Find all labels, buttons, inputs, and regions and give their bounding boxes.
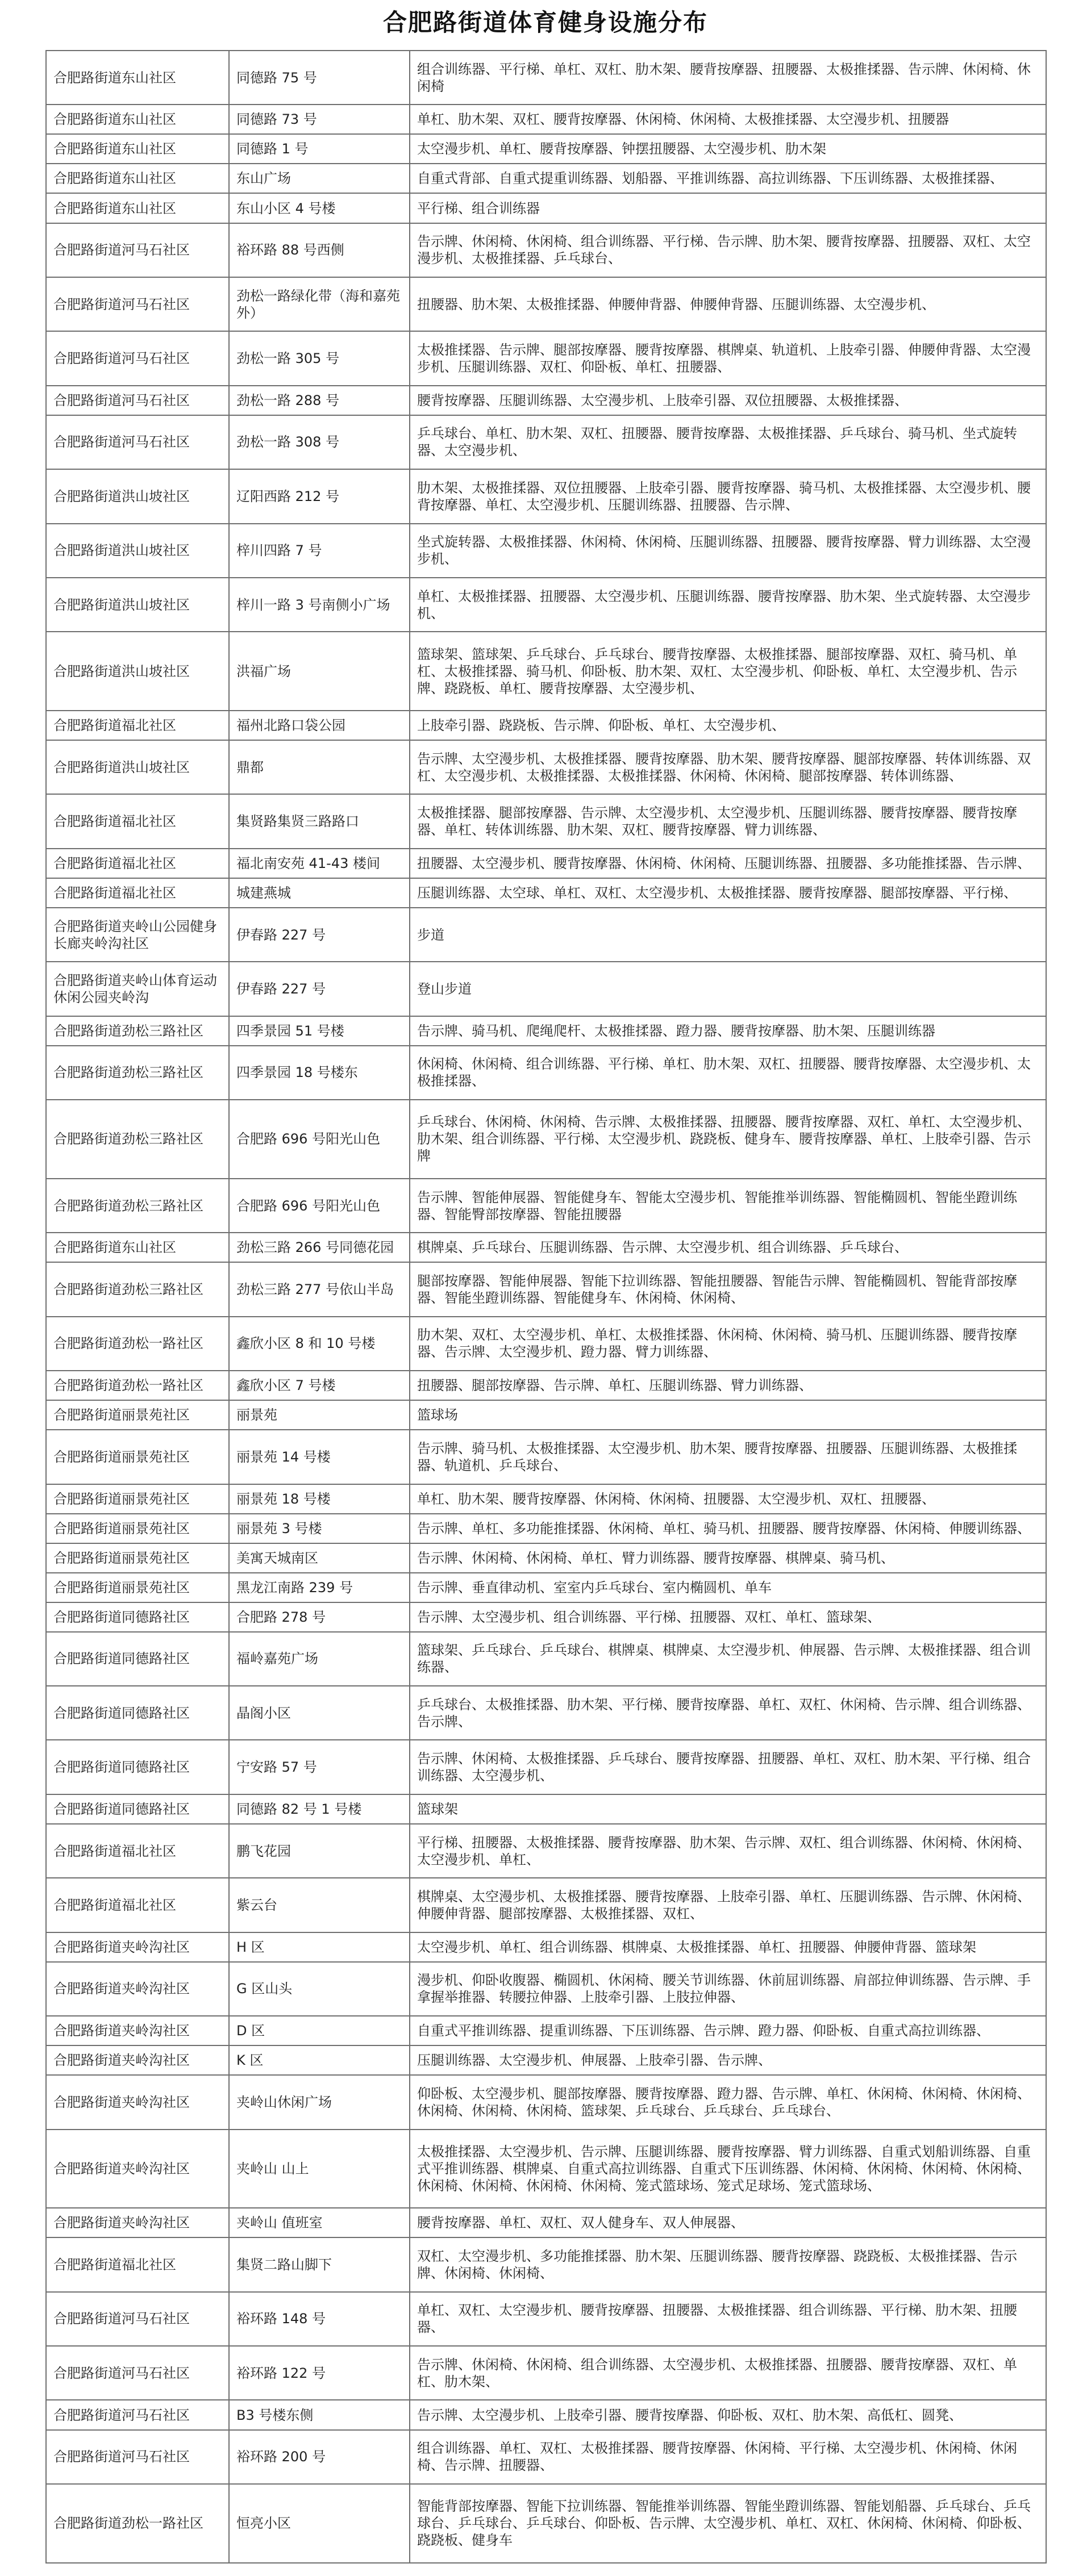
community-cell: 合肥路街道福北社区 [46,2237,229,2291]
table-row [46,2130,1046,2208]
table-row [46,849,1046,878]
facilities-cell: 腰背按摩器、压腿训练器、太空漫步机、上肢牵引器、双位扭腰器、太极推揉器、 [410,386,1046,415]
table-row [46,164,1046,193]
location-cell: 劲松一路 305 号 [229,331,410,385]
location-cell: 梓川四路 7 号 [229,524,410,578]
community-cell: 合肥路街道洪山坡社区 [46,740,229,794]
location-cell: D 区 [229,2016,410,2045]
facilities-cell: 步道 [410,908,1046,962]
table-row [46,1932,1046,1962]
facilities-cell: 篮球架、乒乓球台、乒乓球台、棋牌桌、棋牌桌、太空漫步机、伸展器、告示牌、太极推揉器、组合训练器、 [410,1632,1046,1686]
location-cell: 伊春路 227 号 [229,908,410,962]
location-cell: 裕环路 148 号 [229,2292,410,2346]
table-row [46,2430,1046,2484]
location-cell: 丽景苑 3 号楼 [229,1514,410,1543]
location-cell: 鑫欣小区 7 号楼 [229,1371,410,1400]
facilities-cell: 告示牌、休闲椅、休闲椅、组合训练器、平行梯、告示牌、肋木架、腰背按摩器、扭腰器、双杠、太空漫步机、太极推揉器、乒乓球台、 [410,223,1046,277]
location-cell: 合肥路 278 号 [229,1602,410,1632]
community-cell: 合肥路街道夹岭沟社区 [46,1932,229,1962]
facilities-cell: 乒乓球台、单杠、肋木架、双杠、扭腰器、腰背按摩器、太极推揉器、乒乓球台、骑马机、坐式旋转器、太空漫步机、 [410,415,1046,469]
table-row [46,193,1046,223]
community-cell: 合肥路街道同德路社区 [46,1632,229,1686]
page-title: 合肥路街道体育健身设施分布 [382,9,708,36]
table-row [46,1878,1046,1932]
facilities-cell: 篮球架、篮球架、乒乓球台、乒乓球台、腰背按摩器、太极推揉器、腿部按摩器、双杠、骑马机、单杠、太极推揉器、骑马机、仰卧板、肋木架、双杠、太空漫步机、仰卧板、单杠、太空漫步机、告示牌、跷跷板、单杠、腰背按摩器、太空漫步机、 [410,632,1046,711]
facilities-cell: 腰背按摩器、单杠、双杠、双人健身车、双人伸展器、 [410,2208,1046,2237]
facilities-cell: 告示牌、骑马机、爬绳爬杆、太极推揉器、蹬力器、腰背按摩器、肋木架、压腿训练器 [410,1016,1046,1046]
facilities-cell: 登山步道 [410,962,1046,1016]
location-cell: 裕环路 88 号西侧 [229,223,410,277]
community-cell: 合肥路街道劲松一路社区 [46,2484,229,2563]
community-cell: 合肥路街道夹岭沟社区 [46,2130,229,2208]
table-row [46,1371,1046,1400]
table-row [46,415,1046,469]
location-cell: 福州北路口袋公园 [229,711,410,740]
location-cell: 东山广场 [229,164,410,193]
community-cell: 合肥路街道劲松三路社区 [46,1016,229,1046]
community-cell: 合肥路街道丽景苑社区 [46,1430,229,1484]
location-cell: 鹏飞花园 [229,1824,410,1878]
facilities-cell: 组合训练器、平行梯、单杠、双杠、肋木架、腰背按摩器、扭腰器、太极推揉器、告示牌、休闲椅、休闲椅 [410,51,1046,105]
community-cell: 合肥路街道东山社区 [46,193,229,223]
location-cell: 夹岭山 值班室 [229,2208,410,2237]
table-row [46,2208,1046,2237]
community-cell: 合肥路街道劲松三路社区 [46,1179,229,1233]
table-row [46,794,1046,848]
location-cell: 城建燕城 [229,878,410,908]
location-cell: 丽景苑 [229,1400,410,1430]
table-row [46,105,1046,134]
location-cell: 劲松一路 308 号 [229,415,410,469]
location-cell: 夹岭山休闲广场 [229,2075,410,2129]
location-cell: 美寓天城南区 [229,1543,410,1573]
facilities-cell: 自重式平推训练器、提重训练器、下压训练器、告示牌、蹬力器、仰卧板、自重式高拉训练器、 [410,2016,1046,2045]
community-cell: 合肥路街道福北社区 [46,711,229,740]
community-cell: 合肥路街道同德路社区 [46,1686,229,1740]
table-row [46,386,1046,415]
community-cell: 合肥路街道洪山坡社区 [46,469,229,523]
facilities-cell: 压腿训练器、太空球、单杠、双杠、太空漫步机、太极推揉器、腰背按摩器、腿部按摩器、平行梯、 [410,878,1046,908]
location-cell: 丽景苑 14 号楼 [229,1430,410,1484]
community-cell: 合肥路街道河马石社区 [46,2430,229,2484]
table-row [46,578,1046,632]
location-cell: 恒亮小区 [229,2484,410,2563]
community-cell: 合肥路街道河马石社区 [46,331,229,385]
table-row [46,740,1046,794]
table-row [46,1543,1046,1573]
facility-table-body [46,51,1046,2563]
community-cell: 合肥路街道洪山坡社区 [46,578,229,632]
facilities-cell: 压腿训练器、太空漫步机、伸展器、上肢牵引器、告示牌、 [410,2045,1046,2075]
community-cell: 合肥路街道东山社区 [46,134,229,164]
community-cell: 合肥路街道河马石社区 [46,223,229,277]
location-cell: G 区山头 [229,1962,410,2016]
facilities-cell: 棋牌桌、乒乓球台、压腿训练器、告示牌、太空漫步机、组合训练器、乒乓球台、 [410,1233,1046,1262]
facilities-cell: 扭腰器、太空漫步机、腰背按摩器、休闲椅、休闲椅、压腿训练器、扭腰器、多功能推揉器、告示牌、 [410,849,1046,878]
table-row [46,632,1046,711]
facilities-cell: 告示牌、休闲椅、太极推揉器、乒乓球台、腰背按摩器、扭腰器、单杠、双杠、肋木架、平行梯、组合训练器、太空漫步机、 [410,1740,1046,1794]
table-row [46,2400,1046,2429]
table-row [46,1514,1046,1543]
location-cell: 梓川一路 3 号南侧小广场 [229,578,410,632]
table-row [46,1484,1046,1514]
facility-table-wrapper [45,50,1046,2564]
facilities-cell: 告示牌、休闲椅、休闲椅、组合训练器、太空漫步机、太极推揉器、扭腰器、腰背按摩器、双杠、单杠、肋木架、 [410,2346,1046,2400]
community-cell: 合肥路街道劲松一路社区 [46,1317,229,1371]
facilities-cell: 自重式背部、自重式提重训练器、划船器、平推训练器、高拉训练器、下压训练器、太极推揉器、 [410,164,1046,193]
location-cell: 四季景园 51 号楼 [229,1016,410,1046]
facilities-cell: 太空漫步机、单杠、组合训练器、棋牌桌、太极推揉器、单杠、扭腰器、伸腰伸背器、篮球架 [410,1932,1046,1962]
location-cell: 劲松一路绿化带（海和嘉苑外） [229,277,410,331]
facilities-cell: 平行梯、扭腰器、太极推揉器、腰背按摩器、肋木架、告示牌、双杠、组合训练器、休闲椅、休闲椅、太空漫步机、单杠、 [410,1824,1046,1878]
table-row [46,1046,1046,1100]
location-cell: 合肥路 696 号阳光山色 [229,1100,410,1179]
facilities-cell: 告示牌、垂直律动机、室室内乒乓球台、室内椭圆机、单车 [410,1573,1046,1602]
table-row [46,1573,1046,1602]
facilities-cell: 腿部按摩器、智能伸展器、智能下拉训练器、智能扭腰器、智能告示牌、智能椭圆机、智能背部按摩器、智能坐蹬训练器、智能健身车、休闲椅、休闲椅、 [410,1262,1046,1316]
table-row [46,1794,1046,1824]
community-cell: 合肥路街道夹岭山体育运动休闲公园夹岭沟 [46,962,229,1016]
community-cell: 合肥路街道福北社区 [46,794,229,848]
location-cell: 合肥路 696 号阳光山色 [229,1179,410,1233]
location-cell: 裕环路 200 号 [229,2430,410,2484]
community-cell: 合肥路街道劲松三路社区 [46,1046,229,1100]
location-cell: 福岭嘉苑广场 [229,1632,410,1686]
table-row [46,2292,1046,2346]
table-row [46,1632,1046,1686]
community-cell: 合肥路街道河马石社区 [46,415,229,469]
community-cell: 合肥路街道同德路社区 [46,1740,229,1794]
facilities-cell: 平行梯、组合训练器 [410,193,1046,223]
facilities-cell: 漫步机、仰卧收腹器、椭圆机、休闲椅、腰关节训练器、休前屈训练器、肩部拉伸训练器、告示牌、手拿握举推器、转腰拉伸器、上肢牵引器、上肢拉伸器、 [410,1962,1046,2016]
community-cell: 合肥路街道福北社区 [46,878,229,908]
location-cell: 宁安路 57 号 [229,1740,410,1794]
table-row [46,1016,1046,1046]
community-cell: 合肥路街道劲松三路社区 [46,1100,229,1179]
location-cell: 洪福广场 [229,632,410,711]
community-cell: 合肥路街道福北社区 [46,1878,229,1932]
table-row [46,1962,1046,2016]
facilities-cell: 上肢牵引器、跷跷板、告示牌、仰卧板、单杠、太空漫步机、 [410,711,1046,740]
table-row [46,134,1046,164]
table-row [46,2045,1046,2075]
facilities-cell: 告示牌、单杠、多功能推揉器、休闲椅、单杠、骑马机、扭腰器、腰背按摩器、休闲椅、伸腰训练器、 [410,1514,1046,1543]
table-row [46,51,1046,105]
facilities-cell: 扭腰器、肋木架、太极推揉器、伸腰伸背器、伸腰伸背器、压腿训练器、太空漫步机、 [410,277,1046,331]
community-cell: 合肥路街道夹岭沟社区 [46,2016,229,2045]
facilities-cell: 单杠、太极推揉器、扭腰器、太空漫步机、压腿训练器、腰背按摩器、肋木架、坐式旋转器、太空漫步机、 [410,578,1046,632]
location-cell: B3 号楼东侧 [229,2400,410,2429]
table-row [46,2237,1046,2291]
location-cell: 紫云台 [229,1878,410,1932]
community-cell: 合肥路街道夹岭沟社区 [46,2208,229,2237]
table-row [46,1686,1046,1740]
community-cell: 合肥路街道东山社区 [46,1233,229,1262]
community-cell: 合肥路街道东山社区 [46,51,229,105]
facilities-cell: 智能背部按摩器、智能下拉训练器、智能推举训练器、智能坐蹬训练器、智能划船器、乒乓球台、乒乓球台、乒乓球台、乒乓球台、仰卧板、告示牌、太空漫步机、单杠、双杠、休闲椅、休闲椅、仰卧板、跷跷板、健身车 [410,2484,1046,2563]
facilities-cell: 单杠、肋木架、双杠、腰背按摩器、休闲椅、休闲椅、太极推揉器、太空漫步机、扭腰器 [410,105,1046,134]
table-row [46,1430,1046,1484]
facilities-cell: 篮球场 [410,1400,1046,1430]
location-cell: 同德路 1 号 [229,134,410,164]
table-row [46,1317,1046,1371]
facilities-cell: 告示牌、太空漫步机、太极推揉器、腰背按摩器、肋木架、腰背按摩器、腿部按摩器、转体训练器、双杠、太空漫步机、太极推揉器、太极推揉器、休闲椅、休闲椅、腿部按摩器、转体训练器、 [410,740,1046,794]
table-row [46,2075,1046,2129]
table-row [46,277,1046,331]
table-row [46,1100,1046,1179]
facilities-cell: 告示牌、骑马机、太极推揉器、太空漫步机、肋木架、腰背按摩器、扭腰器、压腿训练器、太极推揉器、轨道机、乒乓球台、 [410,1430,1046,1484]
facilities-cell: 太空漫步机、单杠、腰背按摩器、钟摆扭腰器、太空漫步机、肋木架 [410,134,1046,164]
location-cell: 东山小区 4 号楼 [229,193,410,223]
community-cell: 合肥路街道河马石社区 [46,2292,229,2346]
facilities-cell: 肋木架、太极推揉器、双位扭腰器、上肢牵引器、腰背按摩器、骑马机、太极推揉器、太空漫步机、腰背按摩器、单杠、太空漫步机、压腿训练器、扭腰器、告示牌、 [410,469,1046,523]
community-cell: 合肥路街道丽景苑社区 [46,1543,229,1573]
location-cell: 鼎都 [229,740,410,794]
facilities-cell: 告示牌、智能伸展器、智能健身车、智能太空漫步机、智能推举训练器、智能椭圆机、智能坐蹬训练器、智能臀部按摩器、智能扭腰器 [410,1179,1046,1233]
table-row [46,1740,1046,1794]
location-cell: 丽景苑 18 号楼 [229,1484,410,1514]
location-cell: 福北南安苑 41-43 楼间 [229,849,410,878]
community-cell: 合肥路街道夹岭沟社区 [46,2075,229,2129]
table-row [46,1179,1046,1233]
facilities-cell: 单杠、双杠、太空漫步机、腰背按摩器、扭腰器、太极推揉器、组合训练器、平行梯、肋木架、扭腰器、 [410,2292,1046,2346]
location-cell: 劲松三路 266 号同德花园 [229,1233,410,1262]
facilities-cell: 仰卧板、太空漫步机、腿部按摩器、腰背按摩器、蹬力器、告示牌、单杠、休闲椅、休闲椅、休闲椅、休闲椅、休闲椅、休闲椅、篮球架、乒乓球台、乒乓球台、乒乓球台、 [410,2075,1046,2129]
table-row [46,2016,1046,2045]
facilities-cell: 双杠、太空漫步机、多功能推揉器、肋木架、压腿训练器、腰背按摩器、跷跷板、太极推揉器、告示牌、休闲椅、休闲椅、 [410,2237,1046,2291]
facilities-cell: 单杠、肋木架、腰背按摩器、休闲椅、休闲椅、扭腰器、太空漫步机、双杠、扭腰器、 [410,1484,1046,1514]
table-row [46,1233,1046,1262]
location-cell: 劲松三路 277 号依山半岛 [229,1262,410,1316]
location-cell: H 区 [229,1932,410,1962]
facilities-cell: 乒乓球台、休闲椅、休闲椅、告示牌、太极推揉器、扭腰器、腰背按摩器、双杠、单杠、太空漫步机、肋木架、组合训练器、平行梯、太空漫步机、跷跷板、健身车、腰背按摩器、单杠、上肢牵引器、告示牌 [410,1100,1046,1179]
facilities-cell: 告示牌、休闲椅、休闲椅、单杠、臂力训练器、腰背按摩器、棋牌桌、骑马机、 [410,1543,1046,1573]
community-cell: 合肥路街道河马石社区 [46,2346,229,2400]
table-row [46,469,1046,523]
community-cell: 合肥路街道劲松三路社区 [46,1262,229,1316]
community-cell: 合肥路街道同德路社区 [46,1602,229,1632]
table-row [46,1400,1046,1430]
location-cell: 黑龙江南路 239 号 [229,1573,410,1602]
table-row [46,962,1046,1016]
location-cell: 同德路 82 号 1 号楼 [229,1794,410,1824]
community-cell: 合肥路街道丽景苑社区 [46,1400,229,1430]
table-row [46,331,1046,385]
community-cell: 合肥路街道夹岭沟社区 [46,2045,229,2075]
table-row [46,524,1046,578]
location-cell: 集贤路集贤三路路口 [229,794,410,848]
table-row [46,1824,1046,1878]
facilities-cell: 太极推揉器、告示牌、腿部按摩器、腰背按摩器、棋牌桌、轨道机、上肢牵引器、伸腰伸背器、太空漫步机、压腿训练器、双杠、仰卧板、单杠、扭腰器、 [410,331,1046,385]
location-cell: 鑫欣小区 8 和 10 号楼 [229,1317,410,1371]
community-cell: 合肥路街道同德路社区 [46,1794,229,1824]
facilities-cell: 篮球架 [410,1794,1046,1824]
facilities-cell: 太极推揉器、太空漫步机、告示牌、压腿训练器、腰背按摩器、臂力训练器、自重式划船训练器、自重式平推训练器、棋牌桌、自重式高拉训练器、自重式下压训练器、休闲椅、休闲椅、休闲椅、休闲椅、休闲椅、休闲椅、休闲椅、休闲椅、笼式篮球场、笼式足球场、笼式篮球场、 [410,2130,1046,2208]
facilities-cell: 扭腰器、腿部按摩器、告示牌、单杠、压腿训练器、臂力训练器、 [410,1371,1046,1400]
community-cell: 合肥路街道夹岭沟社区 [46,1962,229,2016]
location-cell: 同德路 73 号 [229,105,410,134]
community-cell: 合肥路街道洪山坡社区 [46,524,229,578]
location-cell: 辽阳西路 212 号 [229,469,410,523]
community-cell: 合肥路街道劲松一路社区 [46,1371,229,1400]
facilities-cell: 告示牌、太空漫步机、组合训练器、平行梯、扭腰器、双杠、单杠、篮球架、 [410,1602,1046,1632]
location-cell: 伊春路 227 号 [229,962,410,1016]
table-row [46,223,1046,277]
facilities-cell: 肋木架、双杠、太空漫步机、单杠、太极推揉器、休闲椅、休闲椅、骑马机、压腿训练器、腰背按摩器、告示牌、太空漫步机、蹬力器、臂力训练器、 [410,1317,1046,1371]
table-row [46,2484,1046,2563]
community-cell: 合肥路街道东山社区 [46,164,229,193]
facilities-cell: 组合训练器、单杠、双杠、太极推揉器、腰背按摩器、休闲椅、平行梯、太空漫步机、休闲椅、休闲椅、告示牌、扭腰器、 [410,2430,1046,2484]
table-row [46,878,1046,908]
facilities-cell: 坐式旋转器、太极推揉器、休闲椅、休闲椅、压腿训练器、扭腰器、腰背按摩器、臂力训练器、太空漫步机、 [410,524,1046,578]
table-row [46,711,1046,740]
community-cell: 合肥路街道河马石社区 [46,2400,229,2429]
community-cell: 合肥路街道丽景苑社区 [46,1573,229,1602]
community-cell: 合肥路街道河马石社区 [46,386,229,415]
location-cell: 劲松一路 288 号 [229,386,410,415]
location-cell: 四季景园 18 号楼东 [229,1046,410,1100]
location-cell: 同德路 75 号 [229,51,410,105]
facilities-cell: 棋牌桌、太空漫步机、太极推揉器、腰背按摩器、上肢牵引器、单杠、压腿训练器、告示牌、休闲椅、伸腰伸背器、腿部按摩器、太极推揉器、双杠、 [410,1878,1046,1932]
facility-table [45,50,1047,2564]
table-row [46,1602,1046,1632]
community-cell: 合肥路街道河马石社区 [46,277,229,331]
community-cell: 合肥路街道丽景苑社区 [46,1514,229,1543]
community-cell: 合肥路街道福北社区 [46,1824,229,1878]
facilities-cell: 告示牌、太空漫步机、上肢牵引器、腰背按摩器、仰卧板、双杠、肋木架、高低杠、圆凳、 [410,2400,1046,2429]
table-row [46,1262,1046,1316]
table-row [46,2346,1046,2400]
community-cell: 合肥路街道福北社区 [46,849,229,878]
location-cell: K 区 [229,2045,410,2075]
facilities-cell: 太极推揉器、腿部按摩器、告示牌、太空漫步机、太空漫步机、压腿训练器、腰背按摩器、腰背按摩器、单杠、转体训练器、肋木架、双杠、腰背按摩器、臂力训练器、 [410,794,1046,848]
community-cell: 合肥路街道东山社区 [46,105,229,134]
community-cell: 合肥路街道洪山坡社区 [46,632,229,711]
community-cell: 合肥路街道夹岭山公园健身长廊夹岭沟社区 [46,908,229,962]
location-cell: 裕环路 122 号 [229,2346,410,2400]
location-cell: 集贤二路山脚下 [229,2237,410,2291]
location-cell: 夹岭山 山上 [229,2130,410,2208]
community-cell: 合肥路街道丽景苑社区 [46,1484,229,1514]
location-cell: 晶阁小区 [229,1686,410,1740]
facilities-cell: 休闲椅、休闲椅、组合训练器、平行梯、单杠、肋木架、双杠、扭腰器、腰背按摩器、太空漫步机、太极推揉器、 [410,1046,1046,1100]
facilities-cell: 乒乓球台、太极推揉器、肋木架、平行梯、腰背按摩器、单杠、双杠、休闲椅、告示牌、组合训练器、告示牌、 [410,1686,1046,1740]
table-row [46,908,1046,962]
